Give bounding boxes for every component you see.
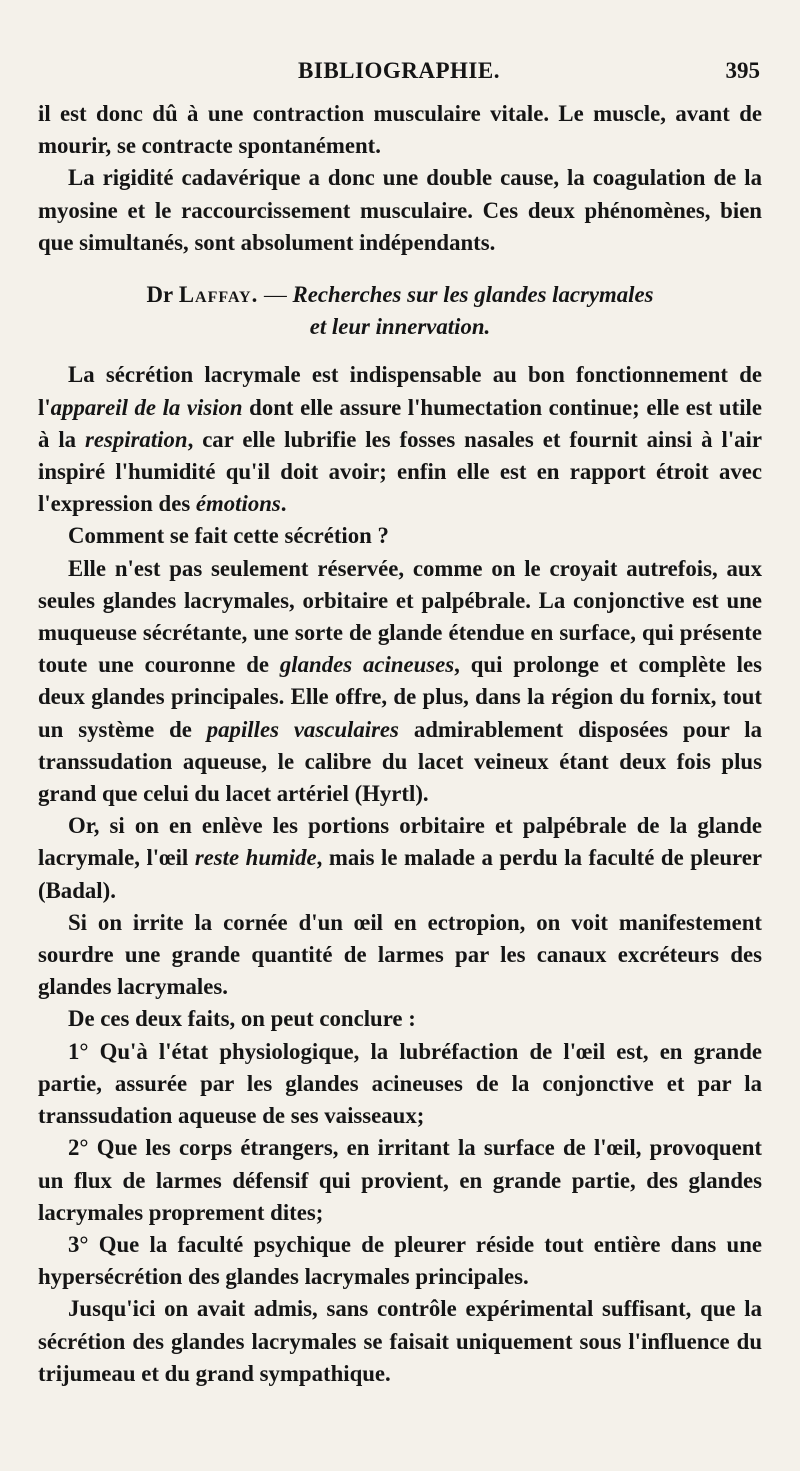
- emphasis-run: reste humide: [194, 845, 317, 871]
- text-run: Elle n'est pas seulement réservée, comme on le croyait autrefois, aux seules glandes lacrymales, orbitaire et palpébrale. La conjonctive est une muqueuse sécrétante, une sorte de glande étendue en surface, qui présente toute une couronne de: [38, 555, 762, 678]
- paragraph-secretion: [38, 359, 762, 520]
- heading-line-1: [38, 279, 762, 311]
- conclusion-item-2: 2° Que les corps étrangers, en irritant la surface de l'œil, provoquent un flux de larmes défensif qui provient, en grande partie, des glandes lacrymales proprement dites;: [38, 1135, 762, 1225]
- text-run: dont elle assure l'humectation continue; elle est utile à la: [38, 394, 762, 452]
- paragraph-ectropion: Si on irrite la cornée d'un œil en ectropion, on voit manifestement sourdre une grande quantité de larmes par les canaux excréteurs des glandes lacrymales.: [38, 909, 762, 1000]
- paragraph-conjunctiva: [38, 553, 762, 811]
- page-body: [38, 98, 762, 1390]
- paragraph-question: Comment se fait cette sécrétion ?: [68, 523, 389, 549]
- article-title-line-1: Recherches sur les glandes lacrymales: [292, 282, 654, 308]
- heading-line-2: [38, 311, 762, 343]
- conclusion-item-3: 3° Que la faculté psychique de pleurer réside tout entière dans une hypersécrétion des glandes lacrymales principales.: [38, 1231, 762, 1290]
- paragraph-innervation: Jusqu'ici on avait admis, sans contrôle expérimental suffisant, que la sécrétion des glandes lacrymales se faisait uniquement sous l'influence du trijumeau et du grand sympathique.: [38, 1296, 762, 1386]
- author-name: Laffay.: [178, 282, 259, 308]
- intro-paragraph-1: il est donc dû à une contraction musculaire vitale. Le muscle, avant de mourir, se contracte spontanément.: [38, 101, 762, 159]
- text-run: , mais le malade a perdu la faculté de pleurer (Badal).: [38, 845, 763, 903]
- text-run: , qui prolonge et complète les deux glandes principales. Elle offre, de plus, dans la région du fornix, tout un système de: [38, 652, 762, 742]
- text-run: Or, si on en enlève les portions orbitaire et palpébrale de la glande lacrymale, l'œil: [38, 813, 762, 871]
- running-header: [38, 58, 760, 88]
- page-number: 395: [725, 58, 760, 83]
- author-prefix: Dr: [146, 282, 174, 308]
- emphasis-run: respiration: [84, 426, 188, 452]
- emphasis-run: glandes acineuses: [279, 652, 455, 678]
- emphasis-run: papilles vasculaires: [206, 716, 399, 742]
- text-run: La sécrétion lacrymale est indispensable au bon fonctionnement de l': [38, 362, 762, 420]
- emphasis-run: appareil de la vision: [50, 394, 243, 420]
- text-run: admirablement disposées pour la transsudation aqueuse, le calibre du lacet veineux étant deux fois plus grand que celui du lacet artériel (Hyrtl).: [38, 716, 763, 807]
- text-run: , car elle lubrifie les fosses nasales et fournit ainsi à l'air inspiré l'humidité qu'il doit avoir; enfin elle est en rapport étroit avec l'expression des: [38, 426, 762, 517]
- heading-dash: —: [264, 282, 287, 308]
- conclusion-item-1: 1° Qu'à l'état physiologique, la lubréfaction de l'œil est, en grande partie, assurée par les glandes acineuses de la conjonctive et par la transsudation aqueuse de ses vaisseaux;: [38, 1038, 762, 1129]
- paragraph-conclusion-intro: De ces deux faits, on peut conclure :: [68, 1006, 416, 1032]
- running-title: BIBLIOGRAPHIE.: [298, 58, 500, 83]
- article-title-line-2: et leur innervation.: [309, 314, 491, 340]
- article-heading: [38, 279, 762, 343]
- intro-paragraph-2: La rigidité cadavérique a donc une double cause, la coagulation de la myosine et le raccourcissement musculaire. Ces deux phénomènes, bien que simultanés, sont absolument indépendants.: [38, 165, 762, 255]
- emphasis-run: émotions: [195, 491, 281, 517]
- paragraph-badal: [38, 810, 762, 907]
- text-run: .: [280, 491, 287, 517]
